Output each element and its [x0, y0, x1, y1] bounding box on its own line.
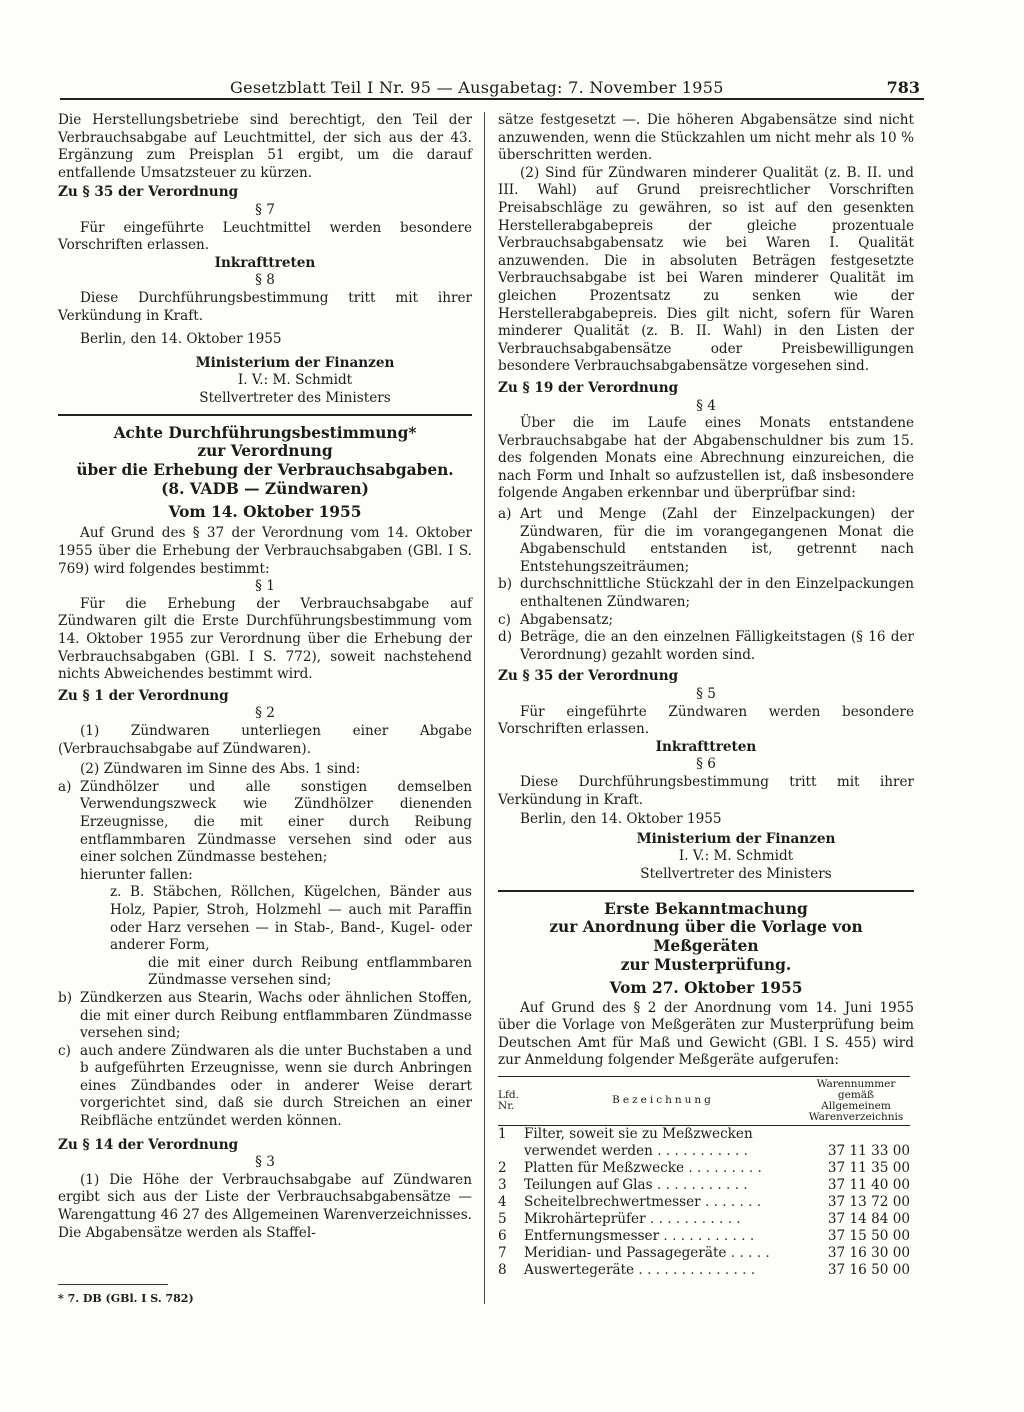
section-rule [58, 414, 472, 416]
paragraph-symbol: § 8 [255, 272, 275, 289]
paragraph-symbol: § 1 [255, 578, 275, 595]
row-number: 4 [498, 1193, 507, 1210]
list-label: b) [498, 576, 513, 593]
intro-paragraph: Die Herstellungsbetriebe sind berechtigt, den Teil der Verbrauchsabgabe auf Leuchtmittel, der sich aus der 43. Ergänzung zum Preisplan 51 ergibt, um die darauf entfallende Umsatzsteuer zu kürzen. [58, 112, 472, 181]
paragraph-symbol: § 6 [696, 756, 716, 773]
table-row [498, 1160, 910, 1177]
paragraph-symbol: § 7 [255, 201, 275, 218]
paragraph-text: Diese Durchführungsbestimmung tritt mit ihrer Verkündung in Kraft. [58, 289, 472, 324]
table-row [498, 1245, 910, 1262]
row-number: 3 [498, 1176, 507, 1193]
row-code: 37 16 50 00 [827, 1261, 910, 1278]
table-header-row [498, 1076, 910, 1125]
list-text: durchschnittliche Stückzahl der in den Einzelpackungen enthaltenen Zündwaren; [520, 576, 914, 611]
footnote: * 7. DB (GBl. I S. 782) [58, 1292, 194, 1305]
section-heading: Zu § 35 der Verordnung [498, 668, 679, 685]
ministry-name: Ministerium der Finanzen [195, 354, 395, 371]
list-item [58, 779, 472, 867]
document-title: Achte Durchführungsbestimmung* [113, 423, 417, 442]
table-row [498, 1143, 910, 1160]
document-date: Vom 14. Oktober 1955 [168, 502, 362, 521]
header-rule [60, 98, 924, 100]
right-column [498, 112, 914, 1279]
row-text: Scheitelbrechwertmesser . . . . . . . [524, 1193, 762, 1210]
row-text: Mikrohärteprüfer . . . . . . . . . . . [524, 1210, 741, 1227]
left-column [58, 112, 472, 1242]
signer-name: I. V.: M. Schmidt [237, 372, 353, 389]
table-row [498, 1194, 910, 1211]
section-heading: Zu § 14 der Verordnung [58, 1136, 239, 1153]
signer-role: Stellvertreter des Ministers [199, 389, 391, 406]
row-code: 37 14 84 00 [827, 1210, 910, 1227]
document-title: Erste Bekanntmachung [604, 899, 808, 918]
paragraph-symbol: § 4 [696, 397, 716, 414]
paragraph-symbol: § 5 [696, 686, 716, 702]
list-text: Zündhölzer und alle sonstigen demselben Verwendungszweck wie Zündhölzer dienenden Erzeugnisse, die mit einer durch Reibung entflammbaren Zündmasse versehen sind oder aus einer solchen Zündmasse bestehen; [80, 778, 472, 866]
row-code: 37 15 50 00 [827, 1227, 910, 1244]
list-item [498, 612, 914, 630]
column-header-nr: Lfd. Nr. [498, 1076, 524, 1125]
document-title: (8. VADB — Zündwaren) [161, 479, 369, 498]
document-title: zur Musterprüfung. [620, 955, 792, 974]
list-label: d) [498, 629, 513, 646]
row-number: 1 [498, 1125, 507, 1142]
table-row [498, 1125, 910, 1143]
row-code: 37 13 72 00 [827, 1193, 910, 1210]
preamble: Auf Grund des § 2 der Anordnung vom 14. Juni 1955 über die Vorlage von Meßgeräten zur Musterprüfung beim Deutschen Amt für Maß und Gewicht (GBl. I S. 455) wird zur Anmeldung folgender Meßgeräte aufgerufen: [498, 999, 914, 1069]
paragraph-text: Diese Durchführungsbestimmung tritt mit ihrer Verkündung in Kraft. [498, 773, 914, 808]
list-subtext: die mit einer durch Reibung entflammbaren Zündmasse versehen sind; [148, 954, 472, 989]
document-title: über die Erhebung der Verbrauchsabgaben. [76, 461, 454, 480]
document-date: Vom 27. Oktober 1955 [609, 978, 803, 997]
signer-role: Stellvertreter des Ministers [640, 865, 832, 882]
table-row [498, 1177, 910, 1194]
list-label: b) [58, 989, 73, 1006]
paragraph-symbol: § 3 [255, 1154, 275, 1171]
list-item [58, 1043, 472, 1131]
date-line: Berlin, den 14. Oktober 1955 [80, 331, 282, 348]
list-label: c) [58, 1042, 71, 1059]
row-text: verwendet werden . . . . . . . . . . . [524, 1142, 748, 1159]
row-code: 37 11 33 00 [827, 1142, 910, 1159]
row-number: 8 [498, 1261, 507, 1278]
list-text: Art und Menge (Zahl der Einzelpackungen) der Zündwaren, für die im vorangegangenen Monat die Abgabenschuld entstanden ist, getrennt nach Entstehungszeiträumen; [520, 506, 914, 575]
table-row [498, 1228, 910, 1245]
table-row [498, 1211, 910, 1228]
row-text: Teilungen auf Glas . . . . . . . . . . . [524, 1176, 748, 1193]
row-number: 5 [498, 1210, 507, 1227]
paragraph-text: (1) Zündwaren unterliegen einer Abgabe (Verbrauchsabgabe auf Zündwaren). [58, 723, 472, 757]
section-heading: Zu § 35 der Verordnung [58, 184, 239, 201]
section-heading: Inkrafttreten [655, 738, 757, 755]
paragraph-text: Für die Erhebung der Verbrauchsabgabe auf Zündwaren gilt die Erste Durchführungsbestimmung vom 14. Oktober 1955 zur Verordnung über die Erhebung der Verbrauchsabgaben (GBl. I S. 772), soweit nachstehend nichts Abweichendes bestimmt wird. [58, 595, 472, 683]
row-code: 37 16 30 00 [827, 1244, 910, 1261]
section-heading: Inkrafttreten [214, 254, 316, 271]
row-text: Filter, soweit sie zu Meßzwecken [524, 1125, 753, 1142]
row-text: Meridian- und Passagegeräte . . . . . [524, 1244, 770, 1261]
list-text: Abgabensatz; [520, 611, 614, 628]
row-text: Entfernungsmesser . . . . . . . . . . . [524, 1227, 755, 1244]
column-header-bezeichnung: Bezeichnung [524, 1076, 802, 1125]
list-item [498, 506, 914, 576]
list-item [498, 576, 914, 611]
row-code: 37 11 40 00 [827, 1176, 910, 1193]
paragraph-text: (2) Sind für Zündwaren minderer Qualität (z. B. II. und III. Wahl) auf Grund preisrechtlicher Vorschriften Preisabschläge zu gewähren, so ist auf den gesenkten Herstellerabgabepreis der gleiche prozentuale Verbrauchsabgabensatz wie bei Waren I. Qualität anzuwenden. Die in absoluten Beträgen festgesetzte Verbrauchsabgabe ist bei Waren minderer Qualität im gleichen Prozentsatz zu senken wie der Herstellerabgabepreis. Dies gilt nicht, sofern für Waren minderer Qualität (z. B. II. Wahl) in den Listen der Verbrauchsabgabensätze oder Preisbewilligungen besondere Verbrauchsabgabensätze vorgesehen sind. [498, 164, 914, 375]
list-text: Zündkerzen aus Stearin, Wachs oder ähnlichen Stoffen, die mit einer durch Reibung entflammbaren Zündmasse versehen sind; [80, 989, 472, 1042]
paragraph-text: Für eingeführte Zündwaren werden besondere Vorschriften erlassen. [498, 703, 914, 738]
row-code: 37 11 35 00 [827, 1159, 910, 1176]
document-title: zur Anordnung über die Vorlage von Meßgeräten [549, 918, 863, 956]
row-number: 7 [498, 1244, 507, 1261]
list-subtext: z. B. Stäbchen, Röllchen, Kügelchen, Bänder aus Holz, Papier, Stroh, Holzmehl — auch mit Paraffin oder Harz versehen — in Stab-, Band-, Kugel- oder anderer Form, [110, 884, 472, 954]
paragraph-text: (2) Zündwaren im Sinne des Abs. 1 sind: [80, 761, 361, 778]
row-text: Auswertegeräte . . . . . . . . . . . . . . [524, 1261, 756, 1278]
paragraph-text: Für eingeführte Leuchtmittel werden besondere Vorschriften erlassen. [58, 219, 472, 254]
footnote-rule [58, 1284, 168, 1285]
page-number: 783 [886, 78, 920, 97]
signer-name: I. V.: M. Schmidt [678, 848, 794, 865]
list-item [58, 990, 472, 1043]
list-text: auch andere Zündwaren als die unter Buchstaben a und b aufgeführten Erzeugnisse, wenn sie durch Anbringen eines Zündbandes oder in anderer Weise derart vorgerichtet sind, daß sie durch Streichen an einer Reibfläche entzündet werden können. [80, 1042, 472, 1130]
row-number: 6 [498, 1227, 507, 1244]
list-text: hierunter fallen: [80, 866, 193, 883]
device-table [498, 1076, 910, 1279]
paragraph-symbol: § 2 [255, 705, 275, 722]
row-number: 2 [498, 1159, 507, 1176]
list-label: c) [498, 611, 511, 628]
section-rule [498, 890, 914, 892]
column-header-warennummer: Warennummer gemäß Allgemeinem Warenverzeichnis [802, 1076, 910, 1125]
list-item [498, 629, 914, 664]
table-row [498, 1262, 910, 1279]
paragraph-text: (1) Die Höhe der Verbrauchsabgabe auf Zündwaren ergibt sich aus der Liste der Verbrauchsabgabensätze — Warengattung 46 27 des Allgemeinen Warenverzeichnisses. Die Abgabensätze werden als Staffel- [58, 1171, 472, 1241]
paragraph-text: sätze festgesetzt —. Die höheren Abgabensätze sind nicht anzuwenden, wenn die Stückzahlen um nicht mehr als 10 % überschritten werden. [498, 112, 914, 164]
section-heading: Zu § 19 der Verordnung [498, 379, 679, 396]
preamble: Auf Grund des § 37 der Verordnung vom 14. Oktober 1955 über die Erhebung der Verbrauchsabgaben (GBl. I S. 769) wird folgendes bestimmt: [58, 525, 472, 577]
section-heading: Zu § 1 der Verordnung [58, 687, 229, 704]
document-title: zur Verordnung [197, 442, 333, 461]
header-title: Gesetzblatt Teil I Nr. 95 — Ausgabetag: 7. November 1955 [230, 78, 724, 97]
row-text: Platten für Meßzwecke . . . . . . . . . [524, 1159, 762, 1176]
date-line: Berlin, den 14. Oktober 1955 [520, 811, 722, 828]
column-divider [484, 112, 485, 1304]
list-label: a) [58, 778, 72, 795]
ministry-name: Ministerium der Finanzen [636, 830, 836, 847]
list-label: a) [498, 506, 512, 523]
list-text: Beträge, die an den einzelnen Fälligkeitstagen (§ 16 der Verordnung) gezahlt worden sind. [520, 629, 914, 663]
paragraph-text: Über die im Laufe eines Monats entstandene Verbrauchsabgabe hat der Abgabenschuldner bis zum 15. des folgenden Monats eine Abrechnung einzureichen, die nach Form und Inhalt so aufzustellen ist, daß insbesondere folgende Angaben erkennbar und überprüfbar sind: [498, 415, 914, 502]
enumeration-list [498, 506, 914, 664]
